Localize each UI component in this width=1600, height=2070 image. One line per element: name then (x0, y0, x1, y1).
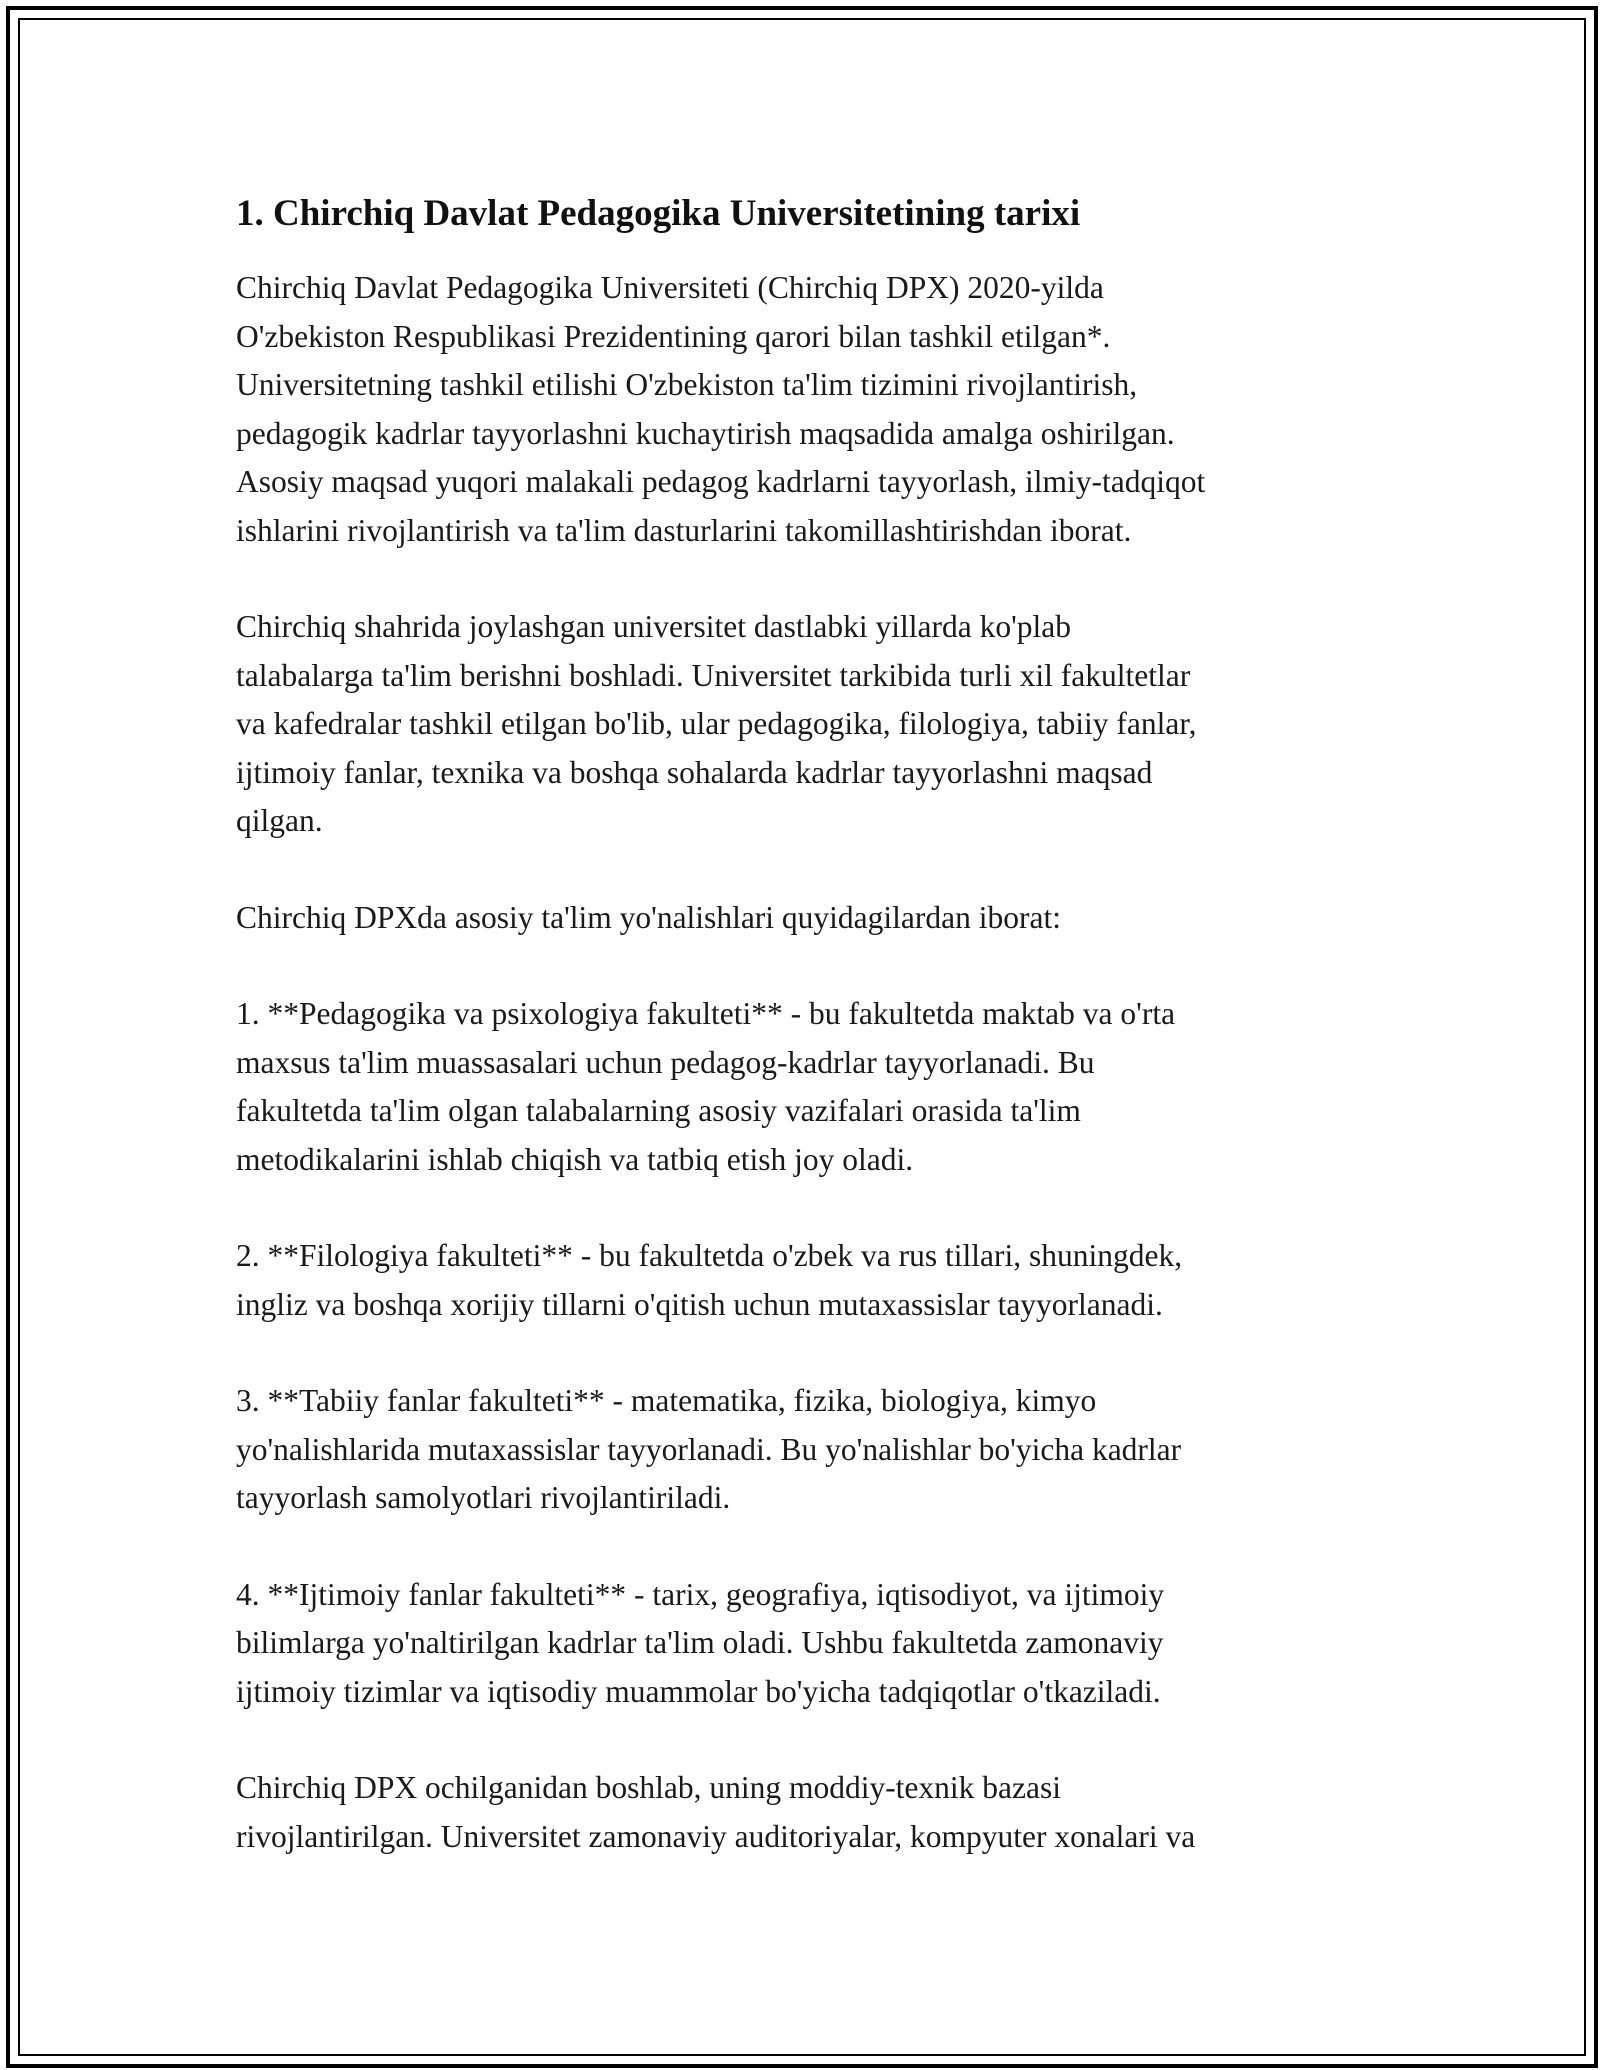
document-body (236, 186, 1386, 1909)
list-item-natural-sciences: 3. **Tabiiy fanlar fakulteti** - matematika, fizika, biologiya, kimyo yo'nalishlarida mutaxassislar tayyorlanadi. Bu yo'nalishlar bo'yicha kadrlar tayyorlash samolyotlari rivojlantiriladi. (236, 1383, 1182, 1515)
directions-intro-paragraph: Chirchiq DPXda asosiy ta'lim yo'nalishlari quyidagilardan iborat: (236, 899, 1061, 935)
list-item-social-sciences: 4. **Ijtimoiy fanlar fakulteti** - tarix, geografiya, iqtisodiyot, va ijtimoiy bilimlarga yo'naltirilgan kadrlar ta'lim oladi. Ushbu fakultetda zamonaviy ijtimoiy tizimlar va iqtisodiy muammolar bo'yicha tadqiqotlar o'tkaziladi. (236, 1576, 1165, 1709)
location-paragraph: Chirchiq shahrida joylashgan universitet dastlabki yillarda ko'plab talabalarga ta'lim berishni boshladi. Universitet tarkibida turli xil fakultetlar va kafedralar tashkil etilgan bo'lib, ular pedagogika, filologiya, tabiiy fanlar, ijtimoiy fanlar, texnika va boshqa sohalarda kadrlar tayyorlashni maqsad qilgan. (236, 609, 1197, 838)
intro-paragraph: Chirchiq Davlat Pedagogika Universiteti (Chirchiq DPX) 2020-yilda O'zbekiston Respublikasi Prezidentining qarori bilan tashkil etilgan*. Universitetning tashkil etilishi O'zbekiston ta'lim tizimini rivojlantirish, pedagogik kadrlar tayyorlashni kuchaytirish maqsadida amalga oshirilgan. Asosiy maqsad yuqori malakali pedagog kadrlarni tayyorlash, ilmiy-tadqiqot ishlarini rivojlantirish va ta'lim dasturlarini takomillashtirishdan iborat. (236, 270, 1206, 548)
page-title: 1. Chirchiq Davlat Pedagogika Universitetining tarixi (236, 193, 1081, 234)
list-item-philology: 2. **Filologiya fakulteti** - bu fakultetda o'zbek va rus tillari, shuningdek, ingliz va boshqa xorijiy tillarni o'qitish uchun mutaxassislar tayyorlanadi. (236, 1238, 1183, 1322)
list-item-pedagogy: 1. **Pedagogika va psixologiya fakulteti** - bu fakultetda maktab va o'rta maxsus ta'lim muassasalari uchun pedagog-kadrlar tayyorlanadi. Bu fakultetda ta'lim olgan talabalarning asosiy vazifalari orasida ta'lim metodikalarini ishlab chiqish va tatbiq etish joy oladi. (236, 996, 1176, 1177)
infrastructure-paragraph: Chirchiq DPX ochilganidan boshlab, uning moddiy-texnik bazasi rivojlantirilgan. Universitet zamonaviy auditoriyalar, kompyuter xonalari va (236, 1770, 1196, 1854)
